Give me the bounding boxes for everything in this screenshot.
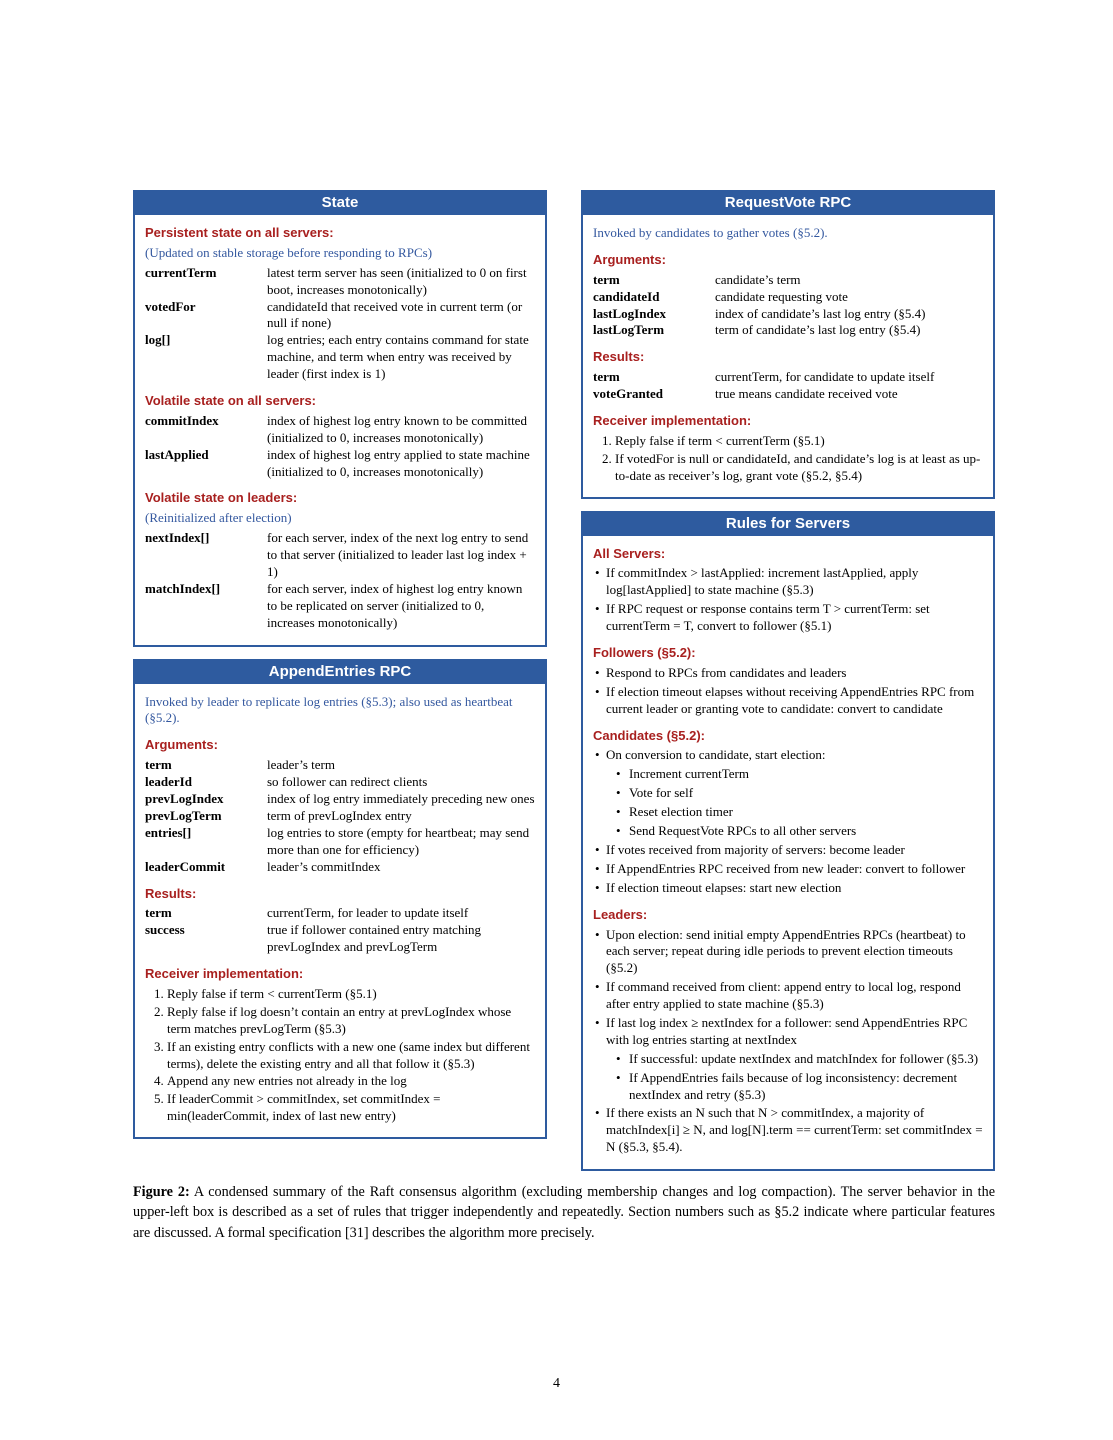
definition-term: votedFor — [145, 298, 196, 314]
bullet-item — [593, 979, 983, 1013]
sub-bullet-item: • Reset election timer — [616, 804, 983, 821]
sub-bullet-item: • Increment currentTerm — [616, 766, 983, 783]
numbered-list — [593, 433, 983, 485]
definition-text: term of candidate’s last log entry (§5.4) — [715, 322, 921, 338]
numbered-item: 5. If leaderCommit > commitIndex, set commitIndex = min(leaderCommit, index of last new entry) — [167, 1091, 535, 1125]
bullet-item — [593, 880, 983, 897]
bullet-text: If votes received from majority of servers: become leader — [606, 841, 905, 857]
definition-text: leader’s commitIndex — [267, 858, 381, 874]
bullet-text: On conversion to candidate, start election: — [606, 747, 826, 763]
box-title: AppendEntries RPC — [135, 661, 545, 684]
bullet-item — [593, 927, 983, 978]
bullet-item — [593, 861, 983, 878]
numbered-item: 2. Reply false if log doesn’t contain an entry at prevLogIndex whose term matches prevLogTerm (§5.3) — [167, 1004, 535, 1038]
bullet-item — [593, 747, 983, 839]
definition-text: latest term server has seen (initialized to 0 on first boot, increases monotonically) — [267, 264, 527, 297]
definition-text: term of prevLogIndex entry — [267, 807, 412, 823]
definition-text: for each server, index of the next log entry to send to that server (initialized to leader last log index + 1) — [267, 530, 529, 580]
section-heading: Arguments: — [145, 737, 218, 753]
definition-term: prevLogIndex — [145, 791, 224, 807]
bullet-list — [593, 927, 983, 1157]
bullet-item — [593, 601, 983, 635]
definition-term: leaderId — [145, 774, 192, 790]
definition-text: index of highest log entry applied to state machine (initialized to 0, increases monotonically) — [267, 446, 530, 479]
definition-term: lastLogIndex — [593, 305, 666, 321]
definition-term: term — [145, 757, 172, 773]
bullet-list — [593, 747, 983, 896]
bullet-item — [593, 565, 983, 599]
section-heading: Volatile state on leaders: — [145, 490, 298, 506]
section-heading: Receiver implementation: — [145, 966, 304, 982]
bullet-text: Respond to RPCs from candidates and leaders — [606, 664, 847, 680]
definition-text: true if follower contained entry matching prevLogIndex and prevLogTerm — [267, 922, 482, 955]
left-column — [133, 190, 547, 1139]
numbered-item: 1. Reply false if term < currentTerm (§5.1) — [615, 433, 983, 450]
bullet-text: If election timeout elapses without receiving AppendEntries RPC from current leader or granting vote to candidate: convert to candidate — [606, 683, 975, 716]
definition-term: term — [593, 271, 620, 287]
definition-term: matchIndex[] — [145, 580, 221, 596]
bullet-list — [593, 665, 983, 718]
section-heading: Candidates (§5.2): — [593, 727, 705, 743]
definition-term: success — [145, 922, 185, 938]
bullet-text: Upon election: send initial empty AppendEntries RPCs (heartbeat) to each server; repeat during idle periods to prevent election timeouts (§5.2) — [606, 926, 966, 976]
definition-text: leader’s term — [267, 757, 335, 773]
section-heading: Followers (§5.2): — [593, 645, 696, 661]
sub-bullet-list — [606, 766, 983, 840]
section-heading: Volatile state on all servers: — [145, 393, 316, 409]
section-heading: Receiver implementation: — [593, 413, 752, 429]
definition-term: term — [145, 905, 172, 921]
definition-text: index of candidate’s last log entry (§5.4) — [715, 305, 926, 321]
definition-text: log entries; each entry contains command for state machine, and term when entry was received by leader (first index is 1) — [267, 332, 529, 382]
definition-term: candidateId — [593, 288, 660, 304]
section-heading: Leaders: — [593, 906, 648, 922]
definition-list — [593, 369, 983, 403]
definition-list — [145, 413, 535, 481]
numbered-item: 2. If votedFor is null or candidateId, and candidate’s log is at least as up-to-date as receiver’s log, grant vote (§5.2, §5.4) — [615, 451, 983, 485]
bullet-text: If commitIndex > lastApplied: increment lastApplied, apply log[lastApplied] to state machine (§5.3) — [606, 565, 919, 598]
section-heading: Results: — [593, 349, 645, 365]
definition-term: prevLogTerm — [145, 807, 222, 823]
bullet-text: If there exists an N such that N > commitIndex, a majority of matchIndex[i] ≥ N, and log[N].term == currentTerm: set commitIndex = N (§5.3, §5.4). — [606, 1105, 983, 1155]
request-vote-rpc-box — [581, 190, 995, 499]
sub-bullet-item: • Vote for self — [616, 785, 983, 802]
numbered-item: 1. Reply false if term < currentTerm (§5.1) — [167, 986, 535, 1003]
definition-text: for each server, index of highest log entry known to be replicated on server (initialized to 0, increases monotonically) — [267, 580, 523, 630]
definition-list — [593, 272, 983, 340]
definition-term: nextIndex[] — [145, 530, 210, 546]
box-title: Rules for Servers — [583, 513, 993, 536]
box-body — [135, 684, 545, 1137]
bullet-item — [593, 842, 983, 859]
definition-term: term — [593, 369, 620, 385]
bullet-text: If election timeout elapses: start new election — [606, 879, 842, 895]
definition-text: candidate’s term — [715, 271, 801, 287]
figure-columns — [133, 190, 995, 1171]
box-title: RequestVote RPC — [583, 192, 993, 215]
definition-term: lastLogTerm — [593, 322, 665, 338]
append-entries-rpc-box — [133, 659, 547, 1139]
box-title: State — [135, 192, 545, 215]
rpc-note: Invoked by candidates to gather votes (§5.2). — [593, 225, 828, 240]
definition-term: commitIndex — [145, 412, 219, 428]
sub-bullet-item: • If successful: update nextIndex and matchIndex for follower (§5.3) — [616, 1051, 983, 1068]
section-heading: Arguments: — [593, 251, 666, 267]
definition-term: entries[] — [145, 824, 192, 840]
bullet-item — [593, 1015, 983, 1103]
right-column — [581, 190, 995, 1171]
definition-list — [145, 757, 535, 875]
page-number: 4 — [553, 1376, 560, 1391]
sub-bullet-item: • If AppendEntries fails because of log inconsistency: decrement nextIndex and retry (§5.3) — [616, 1070, 983, 1104]
definition-text: currentTerm, for candidate to update itself — [715, 369, 935, 385]
bullet-item — [593, 1105, 983, 1156]
definition-term: lastApplied — [145, 446, 209, 462]
figure-caption — [133, 1182, 995, 1243]
rpc-note: (Updated on stable storage before responding to RPCs) — [145, 244, 433, 260]
definition-text: index of log entry immediately preceding new ones — [267, 791, 535, 807]
bullet-list — [593, 565, 983, 635]
definition-text: so follower can redirect clients — [267, 774, 428, 790]
rules-for-servers-box — [581, 511, 995, 1172]
definition-text: log entries to store (empty for heartbeat; may send more than one for efficiency) — [267, 824, 530, 857]
sub-bullet-item: • Send RequestVote RPCs to all other servers — [616, 823, 983, 840]
figure-caption-label: Figure 2: — [133, 1184, 190, 1201]
bullet-text: If last log index ≥ nextIndex for a follower: send AppendEntries RPC with log entries starting at nextIndex — [606, 1014, 968, 1047]
bullet-text: If command received from client: append entry to local log, respond after entry applied to state machine (§5.3) — [606, 979, 961, 1012]
definition-list — [145, 905, 535, 956]
box-body — [583, 215, 993, 497]
definition-text: candidate requesting vote — [715, 288, 848, 304]
box-body — [583, 536, 993, 1170]
bullet-text: If AppendEntries RPC received from new leader: convert to follower — [606, 860, 966, 876]
definition-list — [145, 530, 535, 631]
definition-list — [145, 265, 535, 383]
section-heading: Persistent state on all servers: — [145, 225, 334, 240]
rpc-note: (Reinitialized after election) — [145, 510, 292, 526]
definition-text: candidateId that received vote in current term (or null if none) — [267, 298, 523, 331]
state-box — [133, 190, 547, 647]
figure-caption-text: A condensed summary of the Raft consensus algorithm (excluding membership changes and log compaction). The server behavior in the upper-left box is described as a set of rules that trigger independently and repeatedly. Section numbers such as §5.2 indicate where particular features are discussed. A formal specification [31] describes the algorithm more precisely. — [133, 1184, 996, 1241]
definition-text: currentTerm, for leader to update itself — [267, 905, 469, 921]
definition-term: voteGranted — [593, 386, 664, 402]
box-body — [135, 215, 545, 645]
definition-term: leaderCommit — [145, 858, 226, 874]
definition-term: currentTerm — [145, 264, 217, 280]
numbered-list — [145, 986, 535, 1125]
section-heading: All Servers: — [593, 545, 666, 561]
numbered-item: 4. Append any new entries not already in the log — [167, 1073, 535, 1090]
bullet-item — [593, 665, 983, 682]
numbered-item: 3. If an existing entry conflicts with a new one (same index but different terms), delete the existing entry and all that follow it (§5.3) — [167, 1039, 535, 1073]
bullet-item — [593, 684, 983, 718]
bullet-text: If RPC request or response contains term T > currentTerm: set currentTerm = T, convert to follower (§5.1) — [606, 601, 930, 634]
figure-2 — [133, 190, 995, 1243]
definition-text: index of highest log entry known to be committed (initialized to 0, increases monotonically) — [267, 412, 527, 445]
definition-text: true means candidate received vote — [715, 386, 898, 402]
definition-term: log[] — [145, 332, 171, 348]
sub-bullet-list — [606, 1051, 983, 1104]
section-heading: Results: — [145, 885, 197, 901]
rpc-note: Invoked by leader to replicate log entries (§5.3); also used as heartbeat (§5.2). — [145, 693, 513, 726]
